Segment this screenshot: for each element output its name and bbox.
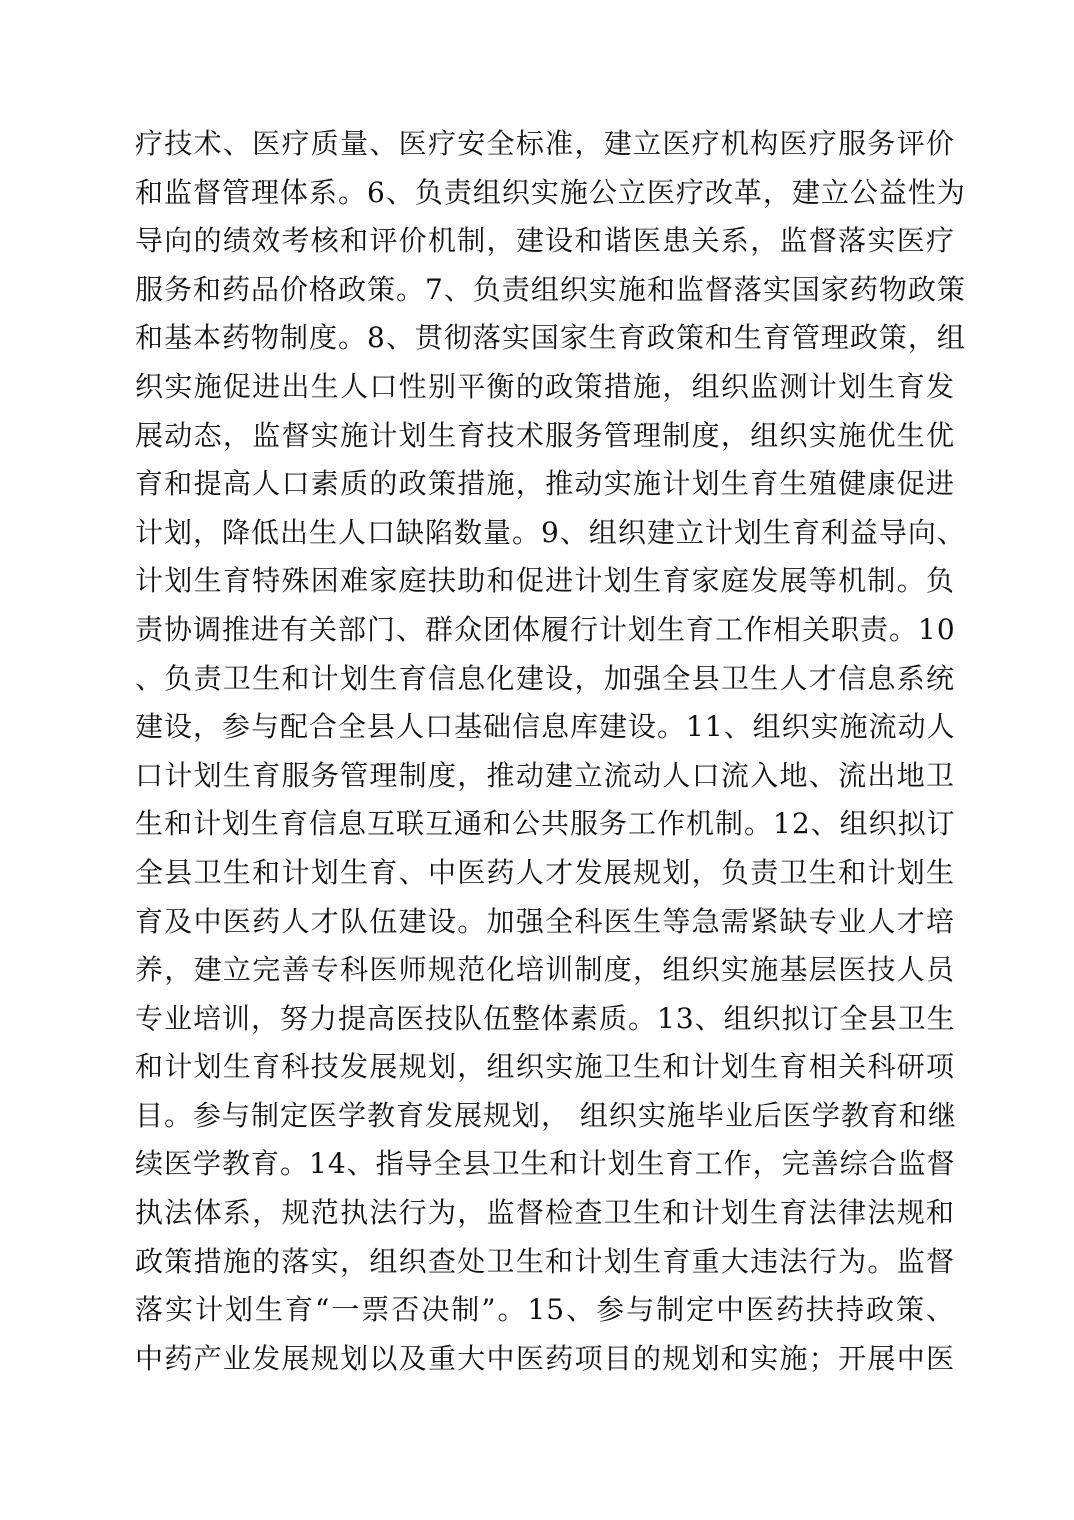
text-line: 续医学教育。14、指导全县卫生和计划生育工作，完善综合监督 — [135, 1147, 956, 1181]
text-line: 服务和药品价格政策。7、负责组织实施和监督落实国家药物政策 — [135, 272, 966, 306]
text-line: 中药产业发展规划以及重大中医药项目的规划和实施；开展中医 — [135, 1341, 955, 1375]
text-line: 口计划生育服务管理制度，推动建立流动人口流入地、流出地卫 — [135, 758, 955, 792]
text-line: 导向的绩效考核和评价机制，建设和谐医患关系，监督落实医疗 — [135, 224, 955, 258]
text-line: 养，建立完善专科医师规范化培训制度，组织实施基层医技人员 — [135, 953, 955, 987]
text-line: 建设，参与配合全县人口基础信息库建设。11、组织实施流动人 — [135, 710, 956, 744]
text-line: 政策措施的落实，组织查处卫生和计划生育重大违法行为。监督 — [135, 1244, 955, 1278]
text-line: 展动态，监督实施计划生育技术服务管理制度，组织实施优生优 — [135, 418, 955, 452]
text-line: 落实计划生育“一票否决制”。15、参与制定中医药扶持政策、 — [135, 1293, 955, 1327]
text-line: 专业培训，努力提高医技队伍整体素质。13、组织拟订全县卫生 — [135, 1001, 956, 1035]
text-line: 和计划生育科技发展规划，组织实施卫生和计划生育相关科研项 — [135, 1050, 955, 1084]
text-line: 、负责卫生和计划生育信息化建设，加强全县卫生人才信息系统 — [135, 661, 955, 695]
text-line: 育和提高人口素质的政策措施，推动实施计划生育生殖健康促进 — [135, 467, 955, 501]
body-text — [135, 120, 966, 1383]
text-line: 育及中医药人才队伍建设。加强全科医生等急需紧缺专业人才培 — [135, 904, 955, 938]
text-line: 执法体系，规范执法行为，监督检查卫生和计划生育法律法规和 — [135, 1196, 955, 1230]
text-line: 全县卫生和计划生育、中医药人才发展规划，负责卫生和计划生 — [135, 855, 955, 889]
text-line: 疗技术、医疗质量、医疗安全标准，建立医疗机构医疗服务评价 — [135, 127, 955, 160]
text-line: 计划生育特殊困难家庭扶助和促进计划生育家庭发展等机制。负 — [135, 564, 955, 598]
text-line: 责协调推进有关部门、群众团体履行计划生育工作相关职责。10 — [135, 612, 956, 646]
text-line: 目。参与制定医学教育发展规划， 组织实施毕业后医学教育和继 — [135, 1098, 957, 1132]
text-line: 计划，降低出生人口缺陷数量。9、组织建立计划生育利益导向、 — [135, 515, 966, 549]
text-line: 织实施促进出生人口性别平衡的政策措施，组织监测计划生育发 — [135, 369, 955, 403]
text-line: 生和计划生育信息互联互通和公共服务工作机制。12、组织拟订 — [135, 807, 956, 841]
text-line: 和监督管理体系。6、负责组织实施公立医疗改革，建立公益性为 — [135, 175, 966, 209]
text-line: 和基本药物制度。8、贯彻落实国家生育政策和生育管理政策，组 — [135, 321, 966, 355]
